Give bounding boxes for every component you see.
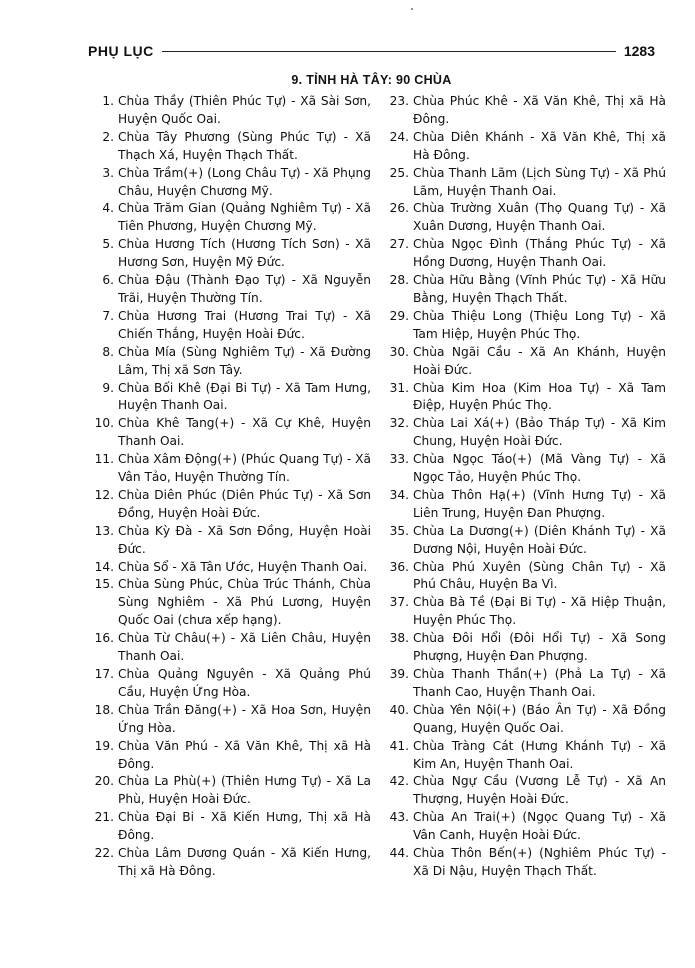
- page-speck: [411, 8, 413, 10]
- item-text: Chùa Xâm Động(+) (Phúc Quang Tự) - Xã Vân Tảo, Huyện Thường Tín.: [118, 452, 371, 485]
- list-item: [383, 380, 666, 416]
- item-number: 38.: [389, 631, 409, 646]
- item-text: Chùa Hữu Bằng (Vĩnh Phúc Tự) - Xã Hữu Bằng, Huyện Thạch Thất.: [413, 273, 666, 305]
- item-number: 13.: [94, 523, 114, 538]
- item-number: 34.: [389, 487, 409, 502]
- item-text: Chùa Quảng Nguyên - Xã Quảng Phú Cầu, Huyện Ứng Hòa.: [118, 667, 371, 699]
- section-heading: 9. TỈNH HÀ TÂY: 90 CHÙA: [291, 73, 452, 87]
- list-item: [88, 236, 371, 272]
- item-text: Chùa Lai Xá(+) (Bảo Tháp Tự) - Xã Kim Chung, Huyện Hoài Đức.: [413, 416, 666, 449]
- item-text: Chùa Diên Phúc (Diên Phúc Tự) - Xã Sơn Đồng, Huyện Hoài Đức.: [118, 487, 371, 520]
- item-text: Chùa Ngọc Táo(+) (Mã Vàng Tự) - Xã Ngọc Tảo, Huyện Phúc Thọ.: [413, 452, 666, 485]
- list-item: [383, 451, 666, 487]
- item-text: Chùa Khê Tang(+) - Xã Cự Khê, Huyện Thanh Oai.: [118, 416, 371, 449]
- list-item: [88, 576, 371, 630]
- left-column: [88, 93, 371, 881]
- item-number: 16.: [94, 631, 114, 646]
- item-number: 32.: [389, 416, 409, 431]
- item-number: 8.: [102, 344, 114, 359]
- item-number: 14.: [94, 559, 114, 574]
- list-item: [88, 809, 371, 845]
- item-text: Chùa Ngự Cầu (Vương Lễ Tự) - Xã An Thượng, Huyện Hoài Đức.: [413, 774, 666, 807]
- item-number: 43.: [389, 810, 409, 825]
- list-item: [383, 272, 666, 308]
- right-column: [383, 93, 666, 881]
- item-text: Chùa Tràng Cát (Hưng Khánh Tự) - Xã Kim An, Huyện Thanh Oai.: [413, 738, 666, 771]
- list-item: [383, 200, 666, 236]
- item-number: 26.: [389, 201, 409, 216]
- item-number: 35.: [389, 523, 409, 538]
- list-item: [88, 129, 371, 165]
- list-item: [383, 487, 666, 523]
- item-text: Chùa Ngãi Cầu - Xã An Khánh, Huyện Hoài Đức.: [413, 344, 666, 377]
- item-text: Chùa Trầm(+) (Long Châu Tự) - Xã Phụng Châu, Huyện Chương Mỹ.: [118, 165, 371, 198]
- item-number: 20.: [94, 774, 114, 789]
- list-item: [88, 344, 371, 380]
- item-text: Chùa Mía (Sùng Nghiêm Tự) - Xã Đường Lâm, Thị xã Sơn Tây.: [118, 344, 371, 377]
- list-item: [383, 773, 666, 809]
- item-number: 33.: [389, 452, 409, 467]
- item-text: Chùa Trần Đăng(+) - Xã Hoa Sơn, Huyện Ứng Hòa.: [118, 702, 371, 735]
- item-number: 39.: [389, 667, 409, 681]
- list-item: [383, 559, 666, 595]
- item-text: Chùa Bối Khê (Đại Bi Tự) - Xã Tam Hưng, Huyện Thanh Oai.: [118, 380, 371, 413]
- item-number: 30.: [389, 344, 409, 359]
- item-number: 27.: [389, 237, 409, 252]
- item-number: 21.: [94, 810, 114, 825]
- list-item: [383, 630, 666, 666]
- page-number: 1283: [623, 43, 655, 59]
- list-item: [88, 487, 371, 523]
- item-number: 23.: [389, 94, 409, 108]
- item-text: Chùa Thầy (Thiên Phúc Tự) - Xã Sài Sơn, Huyện Quốc Oai.: [118, 94, 371, 126]
- item-number: 17.: [94, 667, 114, 681]
- item-number: 9.: [102, 380, 114, 395]
- item-number: 15.: [94, 577, 114, 592]
- list-item: [383, 415, 666, 451]
- list-item: [383, 308, 666, 344]
- list-item: [383, 129, 666, 165]
- item-text: Chùa Diên Khánh - Xã Văn Khê, Thị xã Hà Đông.: [413, 129, 666, 162]
- item-number: 11.: [94, 452, 114, 467]
- item-number: 4.: [102, 201, 114, 216]
- list-item: [88, 773, 371, 809]
- item-text: Chùa La Phù(+) (Thiên Hưng Tự) - Xã La Phù, Huyện Hoài Đức.: [118, 774, 371, 807]
- item-text: Chùa Thôn Bến(+) (Nghiêm Phúc Tự) - Xã Di Nậu, Huyện Thạch Thất.: [413, 846, 666, 878]
- item-number: 7.: [102, 308, 114, 323]
- list-item: [88, 666, 371, 702]
- list-item: [88, 272, 371, 308]
- list-item: [88, 165, 371, 201]
- item-number: 28.: [389, 273, 409, 288]
- item-text: Chùa Bà Tề (Đại Bi Tự) - Xã Hiệp Thuận, Huyện Phúc Thọ.: [413, 595, 666, 628]
- item-text: Chùa Phúc Khê - Xã Văn Khê, Thị xã Hà Đông.: [413, 94, 666, 126]
- list-item: [383, 738, 666, 774]
- item-text: Chùa Đại Bi - Xã Kiến Hưng, Thị xã Hà Đông.: [118, 810, 371, 843]
- item-number: 29.: [389, 308, 409, 323]
- item-number: 44.: [389, 846, 409, 861]
- list-item: [383, 809, 666, 845]
- list-item: [88, 738, 371, 774]
- section-title: PHỤ LỤC: [88, 43, 154, 59]
- item-number: 25.: [389, 165, 409, 180]
- list-item: [88, 308, 371, 344]
- list-item: [383, 344, 666, 380]
- list-item: [88, 702, 371, 738]
- list-item: [88, 200, 371, 236]
- list-item: [88, 845, 371, 881]
- item-number: 24.: [389, 129, 409, 144]
- list-item: [88, 380, 371, 416]
- item-number: 3.: [102, 165, 114, 180]
- item-number: 41.: [389, 738, 409, 753]
- item-number: 22.: [94, 846, 114, 861]
- list-item: [383, 594, 666, 630]
- list-item: [383, 236, 666, 272]
- item-number: 36.: [389, 559, 409, 574]
- item-number: 6.: [102, 273, 114, 288]
- list-item: [383, 666, 666, 702]
- list-item: [383, 702, 666, 738]
- list-item: [383, 845, 666, 881]
- item-number: 40.: [389, 702, 409, 717]
- item-text: Chùa Đôi Hổi (Đôi Hổi Tự) - Xã Song Phượng, Huyện Đan Phượng.: [413, 631, 666, 664]
- item-number: 12.: [94, 487, 114, 502]
- item-text: Chùa Lâm Dương Quán - Xã Kiến Hưng, Thị xã Hà Đông.: [118, 846, 371, 878]
- running-header: [88, 40, 655, 62]
- item-text: Chùa La Dương(+) (Diên Khánh Tự) - Xã Dương Nội, Huyện Hoài Đức.: [413, 523, 666, 556]
- item-text: Chùa Sùng Phúc, Chùa Trúc Thánh, Chùa Sùng Nghiêm - Xã Phú Lương, Huyện Quốc Oai (chưa xếp hạng).: [118, 577, 371, 628]
- item-text: Chùa Tây Phương (Sùng Phúc Tự) - Xã Thạch Xá, Huyện Thạch Thất.: [118, 129, 371, 162]
- item-text: Chùa Thanh Thần(+) (Phả La Tự) - Xã Thanh Cao, Huyện Thanh Oai.: [413, 667, 666, 699]
- list-item: [383, 523, 666, 559]
- item-text: Chùa Thôn Hạ(+) (Vĩnh Hưng Tự) - Xã Liên Trung, Huyện Đan Phượng.: [413, 487, 666, 520]
- item-text: Chùa Đậu (Thành Đạo Tự) - Xã Nguyễn Trãi, Huyện Thường Tín.: [118, 273, 371, 305]
- item-text: Chùa Hương Tích (Hương Tích Sơn) - Xã Hương Sơn, Huyện Mỹ Đức.: [118, 237, 371, 270]
- list-item: [88, 523, 371, 559]
- item-number: 2.: [102, 129, 114, 144]
- item-text: Chùa Từ Châu(+) - Xã Liên Châu, Huyện Thanh Oai.: [118, 631, 371, 664]
- item-text: Chùa Thanh Lãm (Lịch Sùng Tự) - Xã Phú Lãm, Huyện Thanh Oai.: [413, 165, 666, 198]
- item-text: Chùa Kim Hoa (Kim Hoa Tự) - Xã Tam Điệp, Huyện Phúc Thọ.: [413, 380, 666, 413]
- item-text: Chùa Kỳ Đà - Xã Sơn Đồng, Huyện Hoài Đức.: [118, 523, 371, 556]
- item-number: 19.: [94, 738, 114, 753]
- item-text: Chùa Sổ - Xã Tân Ước, Huyện Thanh Oai.: [118, 559, 368, 574]
- item-text: Chùa Hương Trai (Hương Trai Tự) - Xã Chiến Thắng, Huyện Hoài Đức.: [118, 308, 371, 341]
- item-number: 37.: [389, 595, 409, 610]
- item-text: Chùa Phú Xuyên (Sùng Chân Tự) - Xã Phú Châu, Huyện Ba Vì.: [413, 559, 666, 592]
- item-number: 5.: [102, 237, 114, 252]
- item-text: Chùa Thiệu Long (Thiệu Long Tự) - Xã Tam Hiệp, Huyện Phúc Thọ.: [413, 308, 666, 341]
- item-text: Chùa An Trai(+) (Ngọc Quang Tự) - Xã Vân Canh, Huyện Hoài Đức.: [413, 810, 666, 843]
- item-text: Chùa Văn Phú - Xã Văn Khê, Thị xã Hà Đông.: [118, 738, 371, 771]
- list-item: [88, 630, 371, 666]
- item-text: Chùa Ngọc Đình (Thắng Phúc Tự) - Xã Hồng Dương, Huyện Thanh Oai.: [413, 237, 666, 270]
- list-item: [88, 415, 371, 451]
- item-text: Chùa Yên Nội(+) (Báo Ân Tự) - Xã Đồng Quang, Huyện Quốc Oai.: [413, 702, 666, 735]
- item-text: Chùa Trăm Gian (Quảng Nghiêm Tự) - Xã Tiên Phương, Huyện Chương Mỹ.: [118, 201, 371, 234]
- item-number: 31.: [389, 380, 409, 395]
- item-text: Chùa Trường Xuân (Thọ Quang Tự) - Xã Xuân Dương, Huyện Thanh Oai.: [413, 201, 666, 234]
- header-rule: [162, 51, 616, 52]
- list-item: [383, 165, 666, 201]
- list-item: [88, 93, 371, 129]
- item-number: 10.: [94, 416, 114, 431]
- list-item: [88, 559, 371, 577]
- item-number: 1.: [102, 94, 114, 108]
- item-number: 42.: [389, 774, 409, 789]
- item-number: 18.: [94, 702, 114, 717]
- list-item: [88, 451, 371, 487]
- list-item: [383, 93, 666, 129]
